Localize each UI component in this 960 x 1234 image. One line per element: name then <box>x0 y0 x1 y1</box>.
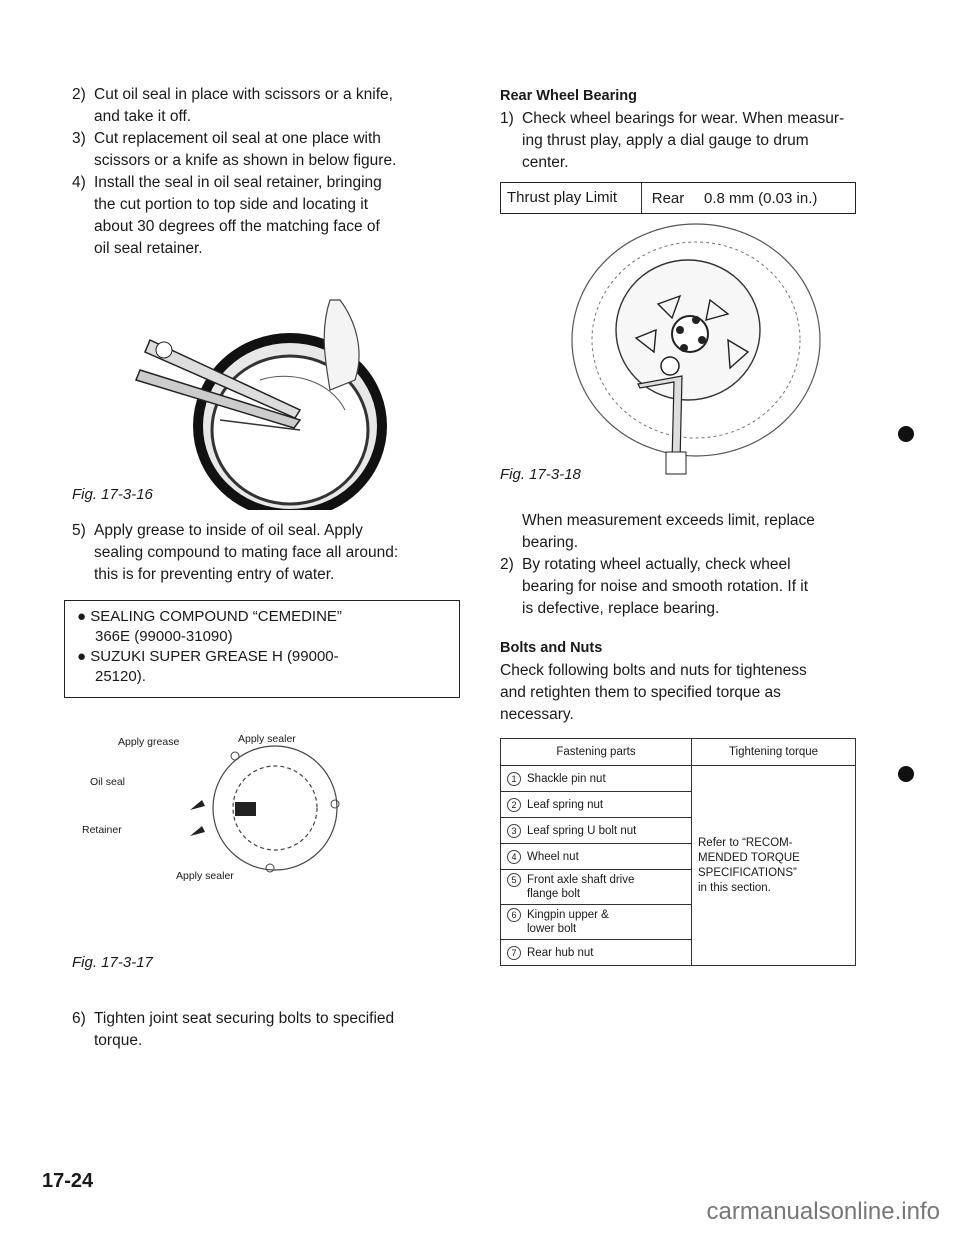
thrust-play-value: 0.8 mm (0.03 in.) <box>704 189 818 207</box>
watermark: carmanualsonline.info <box>706 1198 940 1225</box>
left-steps <box>72 84 462 260</box>
step-4: 4) Install the seal in oil seal retainer, bringing the cut portion to top side and locating it about 30 degrees off the matching face of oil seal retainer. <box>72 174 382 257</box>
bolts-nuts-heading: Bolts and Nuts <box>500 640 603 656</box>
thrust-play-table <box>500 182 856 214</box>
torque-table-header <box>501 739 856 766</box>
step-2-right: 2) By rotating wheel actually, check wheel bearing for noise and smooth rotation. If it is defective, replace bearing. <box>500 556 809 617</box>
rear-wheel-bearing-section <box>500 88 860 174</box>
label-retainer: Retainer <box>82 824 122 836</box>
bolts-nuts-section <box>500 640 860 726</box>
wheel-dial-gauge-illustration <box>560 222 830 484</box>
torque-table <box>500 738 856 966</box>
table-row: 6 Kingpin upper & lower bolt <box>501 905 856 940</box>
step-6-block <box>72 1008 462 1052</box>
thrust-play-label: Thrust play Limit <box>501 183 642 213</box>
oil-seal-retainer-diagram <box>80 740 340 880</box>
sealing-compound-box <box>64 600 460 698</box>
col-tightening-torque: Tightening torque <box>692 739 856 766</box>
table-row: 2 Leaf spring nut <box>501 792 856 818</box>
table-row: 4 Wheel nut <box>501 844 856 870</box>
label-oil-seal: Oil seal <box>90 776 126 788</box>
step-2: 2) Cut oil seal in place with scissors or a knife, and take it off. <box>72 86 393 125</box>
table-row: 7 Rear hub nut <box>501 940 856 966</box>
step-6: 6) Tighten joint seat securing bolts to specified torque. <box>72 1010 395 1049</box>
replace-bearing-note: When measurement exceeds limit, replace bearing. <box>522 512 815 551</box>
torque-reference-note: Refer to “RECOM- MENDED TORQUE SPECIFICATIONS” in this section. <box>692 766 856 966</box>
thrust-play-position: Rear <box>651 189 685 207</box>
box-item-cemedine: ● SEALING COMPOUND “CEMEDINE” 366E (99000-31090) <box>77 608 342 645</box>
oil-seal-cutting-illustration <box>130 280 430 510</box>
margin-marker-dot <box>898 426 914 442</box>
box-item-grease: ● SUZUKI SUPER GREASE H (99000- 25120). <box>77 648 339 685</box>
bolts-nuts-paragraph: Check following bolts and nuts for tighteness and retighten them to specified torque as necessary. <box>500 662 807 723</box>
fig-17-3-16-caption: Fig. 17-3-16 <box>72 486 153 503</box>
step-5: 5) Apply grease to inside of oil seal. Apply sealing compound to mating face all around: this is for preventing entry of water. <box>72 522 399 583</box>
margin-marker-dot <box>898 766 914 782</box>
label-apply-sealer-bottom: Apply sealer <box>176 870 234 882</box>
label-apply-grease: Apply grease <box>118 736 180 748</box>
step-1: 1) Check wheel bearings for wear. When measur- ing thrust play, apply a dial gauge to drum center. <box>500 110 845 171</box>
step-3: 3) Cut replacement oil seal at one place with scissors or a knife as shown in below figure. <box>72 130 397 169</box>
table-row: 5 Front axle shaft drive flange bolt <box>501 870 856 905</box>
col-fastening-parts: Fastening parts <box>501 739 692 766</box>
fig-17-3-17-caption: Fig. 17-3-17 <box>72 954 153 971</box>
table-row: 1 Shackle pin nut Refer to “RECOM- MENDED TORQUE SPECIFICATIONS” in this section. <box>501 766 856 792</box>
label-apply-sealer-top: Apply sealer <box>238 733 296 745</box>
bullet-icon: ● <box>77 608 87 625</box>
bearing-check-text <box>500 510 860 620</box>
fig-17-3-18-caption: Fig. 17-3-18 <box>500 466 581 483</box>
page-number: 17-24 <box>42 1170 94 1192</box>
step-5-block <box>72 520 462 586</box>
bullet-icon: ● <box>77 648 87 665</box>
table-row: 3 Leaf spring U bolt nut <box>501 818 856 844</box>
rear-wheel-bearing-heading: Rear Wheel Bearing <box>500 88 637 104</box>
